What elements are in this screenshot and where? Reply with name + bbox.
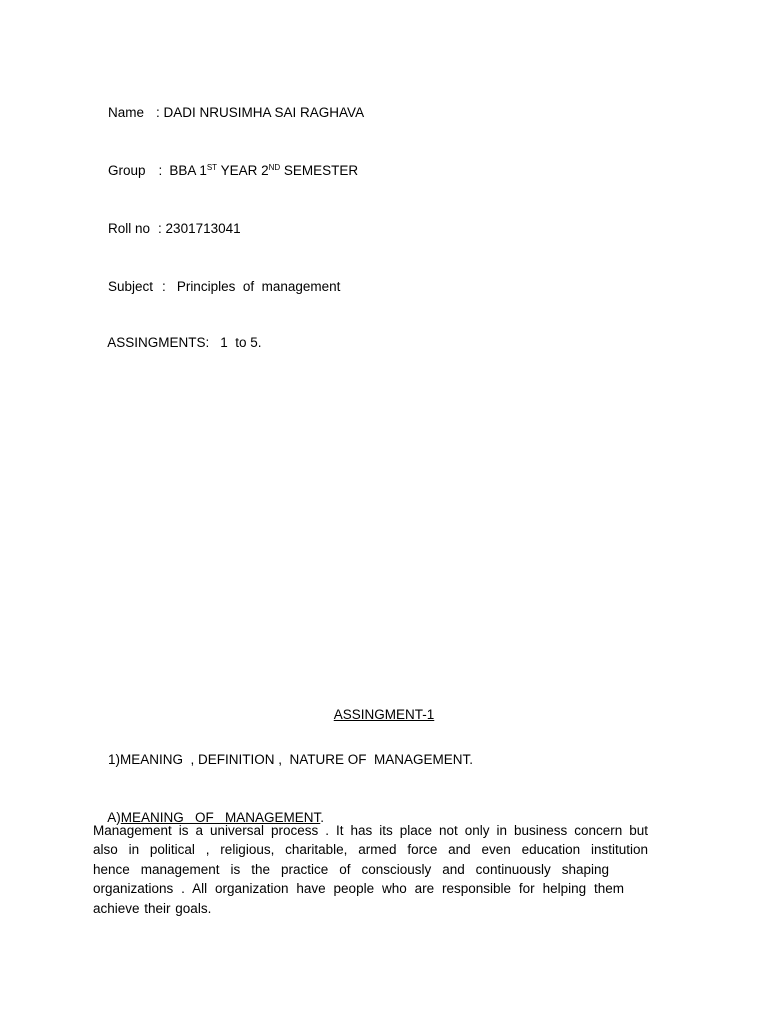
group-line (93, 147, 358, 197)
section-heading-text: MEANING OF MANAGEMENT (120, 810, 321, 825)
body-paragraph (93, 821, 648, 918)
group-superscript-2: ND (268, 163, 281, 172)
assignments-value: 1 to 5. (220, 335, 262, 350)
paragraph-line: Management is a universal process . It has its place not only in business concern but (93, 823, 648, 838)
assignments-label: ASSINGMENTS: (107, 335, 210, 350)
subject-value: Principles of management (176, 279, 341, 294)
group-value: BBA 1ST YEAR 2ND SEMESTER (169, 163, 359, 178)
roll-label: Roll no (108, 221, 151, 236)
paragraph-line: achieve their goals. (93, 900, 212, 916)
roll-value: : 2301713041 (158, 221, 241, 236)
question-line (93, 736, 473, 784)
name-label: Name (108, 105, 145, 120)
group-colon: : (158, 163, 163, 178)
name-value: : DADI NRUSIMHA SAI RAGHAVA (156, 105, 365, 120)
name-line (93, 89, 364, 137)
group-label: Group (108, 163, 146, 178)
paragraph-line: hence management is the practice of consciously and continuously shaping (93, 861, 609, 877)
assignments-line (93, 319, 262, 367)
subject-line (93, 263, 340, 311)
subject-label: Subject (108, 279, 154, 294)
roll-line (93, 205, 241, 253)
section-suffix: . (320, 810, 325, 825)
paragraph-line: also in political , religious, charitable, armed force and even education institution (93, 842, 648, 858)
section-prefix: A) (107, 810, 121, 825)
assignment-title (0, 707, 768, 723)
question-text: 1)MEANING , DEFINITION , NATURE OF MANAGEMENT. (108, 752, 474, 767)
assignment-title-text: ASSINGMENT-1 (333, 707, 435, 722)
paragraph-line: organizations . All organization have people who are responsible for helping them (93, 881, 624, 897)
group-superscript-1: ST (206, 163, 218, 172)
subject-colon: : (162, 279, 166, 294)
